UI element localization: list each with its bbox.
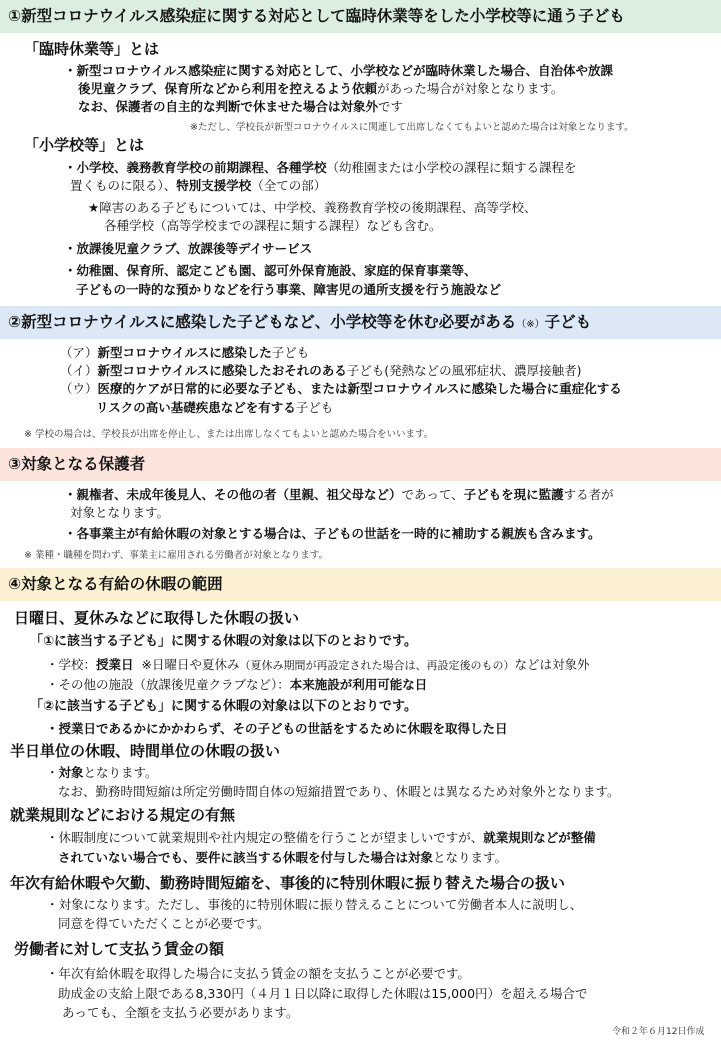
heading-retroactive: 年次有給休暇や欠勤、勤務時間短縮を、事後的に特別休暇に振り替えた場合の扱い [10,874,566,892]
section-3-header: ③対象となる保護者 [0,448,721,481]
s3-para-1b: 対象となります。 [70,505,170,520]
s1-list-3: ・放課後児童クラブ、放課後等デイサービス [64,241,313,256]
s4-taisho: ・対象となります。 [46,765,158,780]
s4-rules-line2: されていない場合でも、要件に該当する休暇を付与した場合は対象となります。 [58,850,508,865]
s4-retro-line2: 同意を得ていただくことが必要です。 [58,916,270,931]
s4-retro-line1: ・対象になります。ただし、事後的に特別休暇に振り替えることについて労働者本人に説明し、 [46,897,583,912]
s1-para-line3: なお、保護者の自主的な判断で休ませた場合は対象外です [78,99,404,114]
heading-wages: 労働者に対して支払う賃金の額 [14,940,225,958]
s1-list-1b: 置くものに限る）、特別支援学校（全ての部） [70,178,327,193]
s3-note: ※ 業種・職種を問わず、事業主に雇用される労働者が対象となります。 [24,550,328,561]
s4-kinmu-note: なお、勤務時間短縮は所定労働時間自体の短縮措置であり、休暇とは異なるため対象外となります。 [58,784,620,799]
section-1-header [0,0,721,33]
heading-half-day: 半日単位の休暇、時間単位の休暇の扱い [10,742,281,760]
section-2-header: ②新型コロナウイルスに感染した子どもなど、小学校等を休む必要がある（※）子ども [0,306,721,339]
section-4-header: ④対象となる有給の休暇の範囲 [0,568,721,601]
s2-item-i: （イ）新型コロナウイルスに感染したおそれのある子ども(発熱などの風邪症状、濃厚接触者) [60,363,582,378]
s4-list-other: ・その他の施設（放課後児童クラブなど）：本来施設が利用可能な日 [46,677,428,692]
s1-list-2b: 各種学校（高等学校までの課程に類する課程）なども含む。 [104,218,442,233]
section-1-title: ①新型コロナウイルス感染症に関する対応として臨時休業等をした小学校等に通う子ども [8,7,625,25]
heading-sunday-holiday: 日曜日、夏休みなどに取得した休暇の扱い [14,609,300,627]
s1-list-1a: ・小学校、義務教育学校の前期課程、各種学校（幼稚園または小学校の課程に類する課程を [64,160,577,175]
s4-rules-line1: ・休暇制度について就業規則や社内規定の整備を行うことが望ましいですが、就業規則などが整備 [46,830,596,845]
s4-subheading-1: 「①に該当する子ども」に関する休暇の対象は以下のとおりです。 [30,634,417,649]
s2-note: ※ 学校の場合は、学校長が出席を停止し、または出席しなくてもよいと認めた場合をいいます。 [24,429,434,440]
heading-shogakko: 「小学校等」とは [24,136,145,154]
s2-item-a: （ア）新型コロナウイルスに感染した子ども [60,345,310,360]
heading-rinji-kyugyo: 「臨時休業等」とは [24,40,160,58]
s4-wage-line3: あっても、全額を支払う必要があります。 [62,1005,299,1020]
s4-wage-line2: 助成金の支給上限である8,330円（４月１日以降に取得した休暇は15,000円）を超える場合で [58,986,588,1001]
s4-subheading-2: 「②に該当する子ども」に関する休暇の対象は以下のとおりです。 [30,699,417,714]
s1-para-line1: ・新型コロナウイルス感染症に関する対応として、小学校などが臨時休業した場合、自治体や放課 [64,63,614,78]
s1-list-4b: 子どもの一時的な預かりなどを行う事業、障害児の通所支援を行う施設など [76,282,502,297]
s4-wage-line1: ・年次有給休暇を取得した場合に支払う賃金の額を支払うことが必要です。 [46,966,471,981]
s4-list-school: ・学校：授業日 ※日曜日や夏休み（夏休み期間が再設定された場合は、再設定後のもの）などは対象外 [46,657,590,672]
s2-item-u-cont: リスクの高い基礎疾患などを有する子ども [96,400,334,415]
s4-list-jugyobi: ・授業日であるかにかかわらず、その子どもの世話をするために休暇を取得した日 [46,721,508,736]
s3-para-2: ・各事業主が有給休暇の対象とする場合は、子どもの世話を一時的に補助する親族も含みます。 [64,526,601,541]
s1-para-line2: 後児童クラブ、保育所などから利用を控えるよう依頼があった場合が対象となります。 [78,81,564,96]
creation-date: 令和２年６月12日作成 [612,1027,705,1037]
s1-list-2a: ★障害のある子どもについては、中学校、義務教育学校の後期課程、高等学校、 [88,200,537,215]
s1-list-4a: ・幼稚園、保育所、認定こども園、認可外保育施設、家庭的保育事業等、 [64,263,477,278]
heading-work-rules: 就業規則などにおける規定の有無 [10,806,236,824]
s3-para-1a: ・親権者、未成年後見人、その他の者（里親、祖父母など）であって、子どもを現に監護する者が [64,487,614,502]
s2-item-u: （ウ）医療的ケアが日常的に必要な子ども、または新型コロナウイルスに感染した場合に重症化する [60,381,622,396]
s1-note: ※ただし、学校長が新型コロナウイルスに関連して出席しなくてもよいと認めた場合は対象となります。 [190,122,634,133]
